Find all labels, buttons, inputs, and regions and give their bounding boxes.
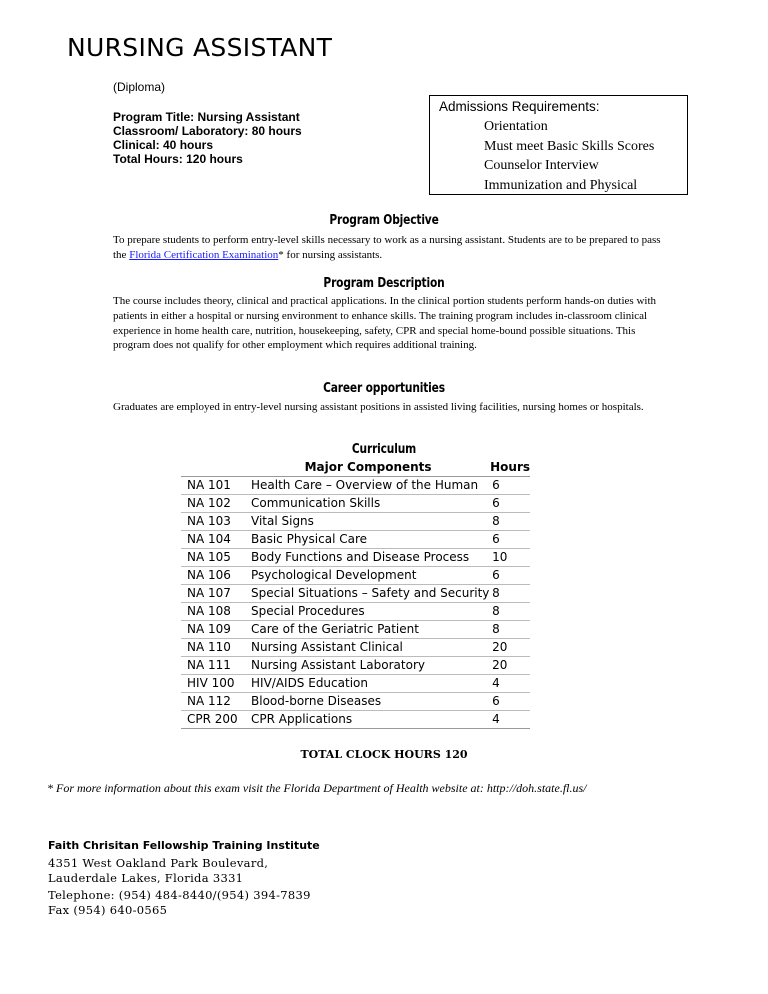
course-code: NA 104 (187, 532, 231, 546)
course-component: Psychological Development (251, 568, 417, 582)
objective-text (113, 233, 673, 263)
course-code: NA 111 (187, 658, 231, 672)
total-clock-hours: TOTAL CLOCK HOURS 120 (300, 748, 468, 761)
course-hours: 6 (492, 568, 500, 582)
course-component: Nursing Assistant Laboratory (251, 658, 425, 672)
table-row (181, 531, 530, 549)
table-row (181, 693, 530, 711)
table-row (181, 477, 530, 495)
telephone: Telephone: (954) 484-8440/(954) 394-7839 (48, 888, 311, 902)
footnote: * For more information about this exam visit the Florida Department of Health website at: http://doh.state.fl.us/ (47, 781, 587, 795)
course-hours: 20 (492, 640, 508, 654)
objective-text-end: * for nursing assistants. (278, 248, 383, 261)
course-hours: 8 (492, 604, 500, 618)
page-title: NURSING ASSISTANT (67, 33, 333, 62)
table-header-row (181, 459, 530, 477)
course-hours: 6 (492, 532, 500, 546)
organization-name: Faith Chrisitan Fellowship Training Institute (48, 839, 320, 852)
table-row (181, 549, 530, 567)
admissions-list (484, 117, 654, 196)
course-hours: 4 (492, 712, 500, 726)
course-component: CPR Applications (251, 712, 353, 726)
objective-text-start: To prepare students to perform entry-level skills necessary to work as a nursing assistant. Students are to be prepared to pass the (113, 234, 661, 261)
course-code: HIV 100 (187, 676, 235, 690)
course-code: NA 101 (187, 478, 231, 492)
course-code: NA 109 (187, 622, 231, 636)
course-component: Vital Signs (251, 514, 314, 528)
career-heading: Career opportunities (323, 381, 445, 396)
classroom-hours: Classroom/ Laboratory: 80 hours (113, 124, 302, 138)
admissions-item: Orientation (484, 119, 548, 134)
table-row (181, 495, 530, 513)
description-text: The course includes theory, clinical and practical applications. In the clinical portion students perform hands-on duties with patients in either a hospital or nursing environment to enhance skills. The training program includes in-classroom clinical experience in home health care, nutrition, housekeeping, safety, CPR and special home-bound possible situations. This program does not qualify for other employment which requires additional training. (113, 295, 657, 352)
table-row (181, 603, 530, 621)
course-component: Body Functions and Disease Process (251, 550, 470, 564)
table-row (181, 639, 530, 657)
course-component: Special Procedures (251, 604, 365, 618)
table-row (181, 621, 530, 639)
address-line-1: 4351 West Oakland Park Boulevard, (48, 856, 269, 870)
course-code: NA 106 (187, 568, 231, 582)
clinical-hours: Clinical: 40 hours (113, 138, 214, 152)
course-component: Nursing Assistant Clinical (251, 640, 403, 654)
course-hours: 6 (492, 694, 500, 708)
course-code: NA 105 (187, 550, 231, 564)
curriculum-rows (181, 477, 530, 729)
curriculum-table (181, 459, 530, 729)
admissions-item: Must meet Basic Skills Scores (484, 138, 655, 154)
curriculum-heading: Curriculum (351, 442, 417, 457)
course-code: CPR 200 (187, 712, 238, 726)
course-code: NA 110 (187, 640, 231, 654)
course-hours: 6 (492, 478, 500, 492)
admissions-title: Admissions Requirements: (439, 99, 600, 114)
objective-heading: Program Objective (329, 213, 439, 228)
course-code: NA 107 (187, 586, 231, 600)
course-component: Basic Physical Care (251, 532, 367, 546)
course-component: Care of the Geriatric Patient (251, 622, 419, 636)
course-hours: 10 (492, 550, 508, 564)
course-component: Special Situations – Safety and Security (251, 586, 490, 600)
table-row (181, 657, 530, 675)
program-title: Program Title: Nursing Assistant (113, 110, 300, 124)
table-row (181, 711, 530, 729)
course-hours: 8 (492, 622, 500, 636)
course-code: NA 108 (187, 604, 231, 618)
course-hours: 8 (492, 586, 500, 600)
table-row (181, 567, 530, 585)
table-row (181, 585, 530, 603)
diploma-label: (Diploma) (113, 80, 166, 94)
course-code: NA 112 (187, 694, 231, 708)
description-heading: Program Description (323, 276, 445, 291)
course-component: Blood-borne Diseases (251, 694, 382, 708)
address-line-2: Lauderdale Lakes, Florida 3331 (48, 871, 244, 885)
career-text: Graduates are employed in entry-level nursing assistant positions in assisted living facilities, nursing homes or hospitals. (113, 401, 644, 413)
table-row (181, 513, 530, 531)
course-hours: 4 (492, 676, 500, 690)
components-column-header: Major Components (304, 460, 432, 474)
course-code: NA 103 (187, 514, 231, 528)
course-component: Communication Skills (251, 496, 381, 510)
course-hours: 6 (492, 496, 500, 510)
course-component: HIV/AIDS Education (251, 676, 368, 690)
course-component: Health Care – Overview of the Human (251, 478, 479, 492)
fax: Fax (954) 640-0565 (48, 903, 168, 917)
course-code: NA 102 (187, 496, 231, 510)
hours-column-header: Hours (490, 460, 530, 474)
admissions-requirements-box (429, 95, 688, 195)
total-hours: Total Hours: 120 hours (113, 152, 243, 166)
course-hours: 20 (492, 658, 508, 672)
course-hours: 8 (492, 514, 500, 528)
code-column-header (181, 459, 246, 477)
table-row (181, 675, 530, 693)
program-info (113, 110, 302, 166)
admissions-item: Immunization and Physical (484, 178, 638, 194)
admissions-item: Counselor Interview (484, 158, 599, 174)
florida-certification-link[interactable]: Florida Certification Examination (129, 248, 279, 261)
